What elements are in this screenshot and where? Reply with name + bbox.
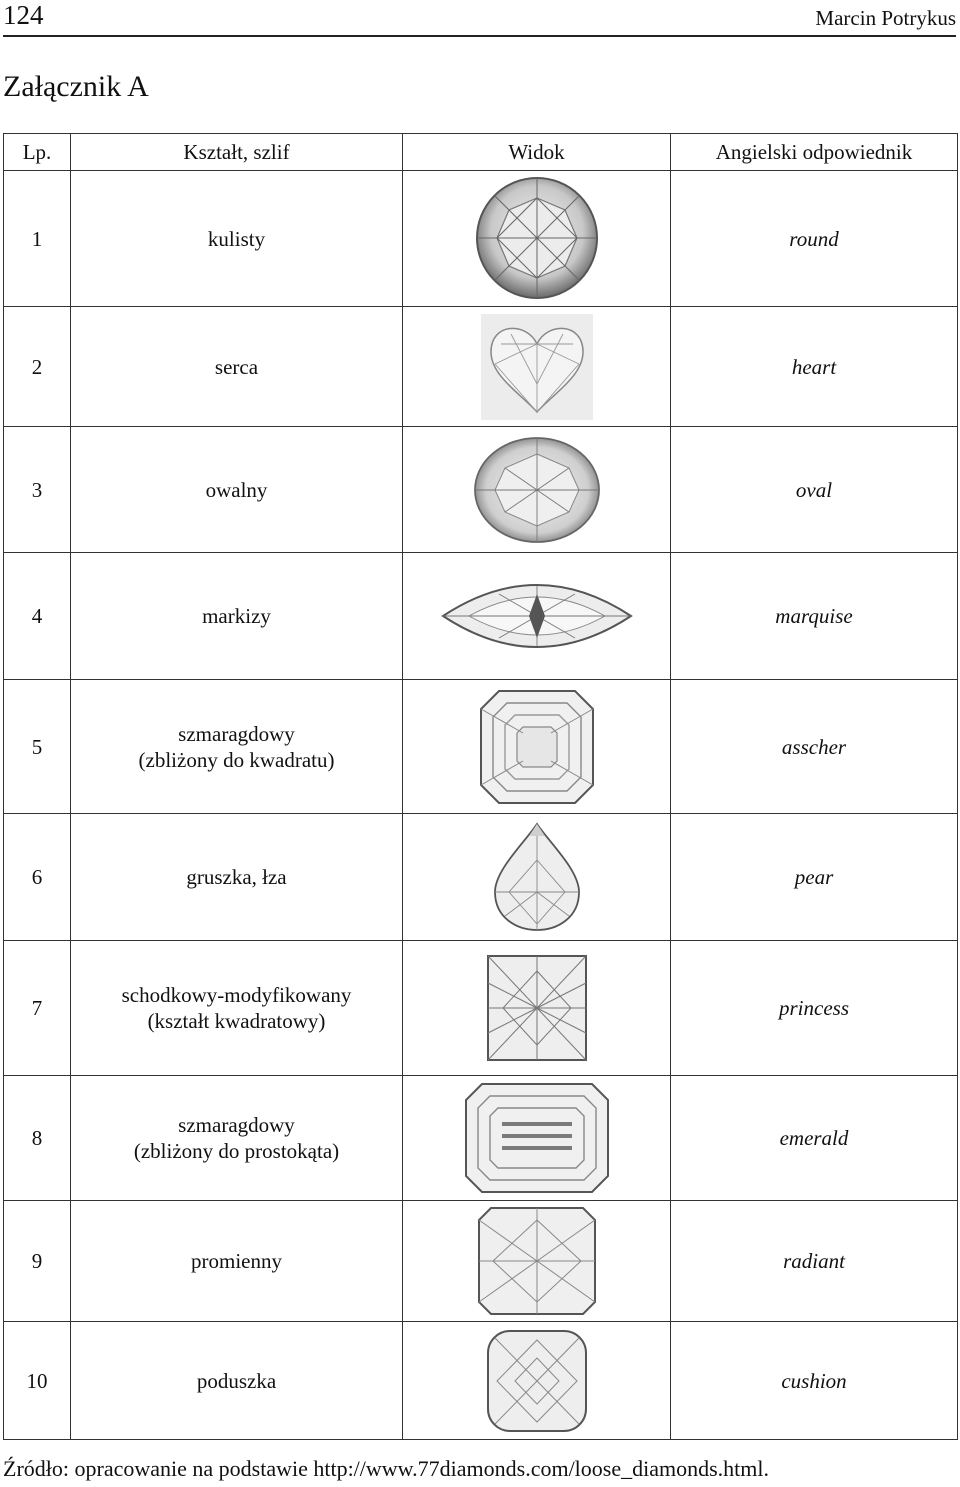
shape-name-pl: markizy: [71, 553, 403, 680]
table-row: [4, 1201, 958, 1322]
shape-name-pl: szmaragdowy (zbliżony do prostokąta): [71, 1076, 403, 1201]
row-number: 7: [4, 941, 71, 1076]
shape-name-en: oval: [671, 427, 958, 553]
row-number: 5: [4, 680, 71, 814]
shape-name-pl: serca: [71, 307, 403, 427]
table-row: [4, 680, 958, 814]
marquise-diamond-icon: [439, 564, 635, 668]
page-number: 124: [3, 0, 44, 30]
diamond-shapes-table: [3, 133, 958, 1440]
table-row: [4, 1076, 958, 1201]
header-rule: [3, 35, 956, 37]
cushion-diamond-icon: [485, 1328, 589, 1434]
row-number: 8: [4, 1076, 71, 1201]
shape-name-en: marquise: [671, 553, 958, 680]
appendix-title: Załącznik A: [3, 70, 149, 103]
pear-diamond-icon: [489, 820, 585, 934]
table-row: [4, 941, 958, 1076]
column-header-shape: Kształt, szlif: [71, 134, 403, 171]
column-header-view: Widok: [403, 134, 671, 171]
column-header-english: Angielski odpowiednik: [671, 134, 958, 171]
shape-name-en: asscher: [671, 680, 958, 814]
shape-name-en: cushion: [671, 1322, 958, 1440]
shape-name-en: pear: [671, 814, 958, 941]
table-row: [4, 307, 958, 427]
row-number: 9: [4, 1201, 71, 1322]
princess-diamond-icon: [485, 953, 589, 1063]
row-number: 1: [4, 171, 71, 307]
asscher-diamond-icon: [479, 689, 595, 805]
round-diamond-icon: [472, 175, 602, 303]
shape-name-pl: promienny: [71, 1201, 403, 1322]
table-row: [4, 1322, 958, 1440]
page-header: [0, 0, 960, 38]
row-number: 4: [4, 553, 71, 680]
table-header-row: [4, 134, 958, 171]
shape-name-en: radiant: [671, 1201, 958, 1322]
shape-name-pl: gruszka, łza: [71, 814, 403, 941]
emerald-diamond-icon: [464, 1082, 610, 1194]
table-row: [4, 427, 958, 553]
shape-name-pl: poduszka: [71, 1322, 403, 1440]
heart-diamond-icon: [481, 314, 593, 420]
table-row: [4, 814, 958, 941]
shape-name-en: emerald: [671, 1076, 958, 1201]
row-number: 6: [4, 814, 71, 941]
running-author: Marcin Potrykus: [815, 6, 956, 30]
shape-name-en: heart: [671, 307, 958, 427]
radiant-diamond-icon: [477, 1206, 597, 1316]
table-row: [4, 553, 958, 680]
shape-name-en: princess: [671, 941, 958, 1076]
shape-name-pl: kulisty: [71, 171, 403, 307]
column-header-lp: Lp.: [4, 134, 71, 171]
shape-name-pl: szmaragdowy (zbliżony do kwadratu): [71, 680, 403, 814]
row-number: 3: [4, 427, 71, 553]
oval-diamond-icon: [471, 434, 603, 546]
shape-name-en: round: [671, 171, 958, 307]
shape-name-pl: schodkowy-modyfikowany (kształt kwadratowy): [71, 941, 403, 1076]
table-row: [4, 171, 958, 307]
shape-name-pl: owalny: [71, 427, 403, 553]
source-note: Źródło: opracowanie na podstawie http://www.77diamonds.com/loose_diamonds.html.: [3, 1456, 770, 1481]
row-number: 2: [4, 307, 71, 427]
row-number: 10: [4, 1322, 71, 1440]
